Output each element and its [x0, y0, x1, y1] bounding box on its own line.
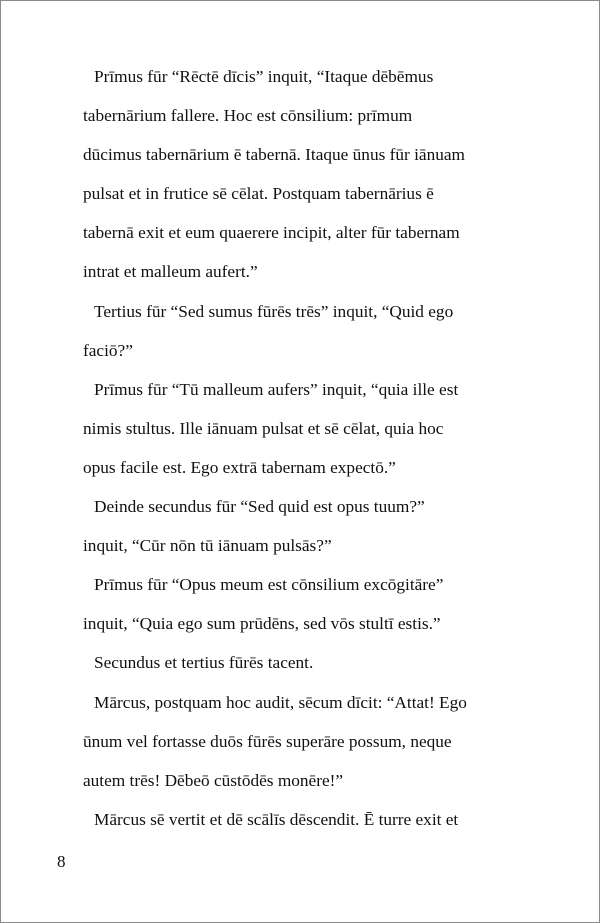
text-line: Mārcus sē vertit et dē scālīs dēscendit. Ē turre exit et — [94, 809, 459, 829]
text-line: Prīmus fūr “Tū malleum aufers” inquit, “quia ille est — [94, 379, 459, 399]
text-line: nimis stultus. Ille iānuam pulsat et sē cēlat, quia hoc — [83, 418, 444, 438]
paragraph — [83, 691, 503, 808]
text-line: pulsat et in frutice sē cēlat. Postquam tabernārius ē — [83, 184, 434, 204]
text-line: ūnum vel fortasse duōs fūrēs superāre possum, neque — [83, 731, 452, 751]
page-number: 8 — [57, 852, 66, 871]
text-line: faciō?” — [83, 340, 133, 360]
text-line: opus facile est. Ego extrā tabernam expectō.” — [83, 457, 396, 477]
text-line: autem trēs! Dēbeō cūstōdēs monēre!” — [83, 770, 344, 790]
body-text — [83, 65, 503, 847]
text-line: Mārcus, postquam hoc audit, sēcum dīcit: “Attat! Ego — [94, 692, 467, 712]
text-line: intrat et malleum aufert.” — [83, 262, 258, 282]
text-line: tabernā exit et eum quaerere incipit, alter fūr tabernam — [83, 223, 460, 243]
paragraph — [83, 300, 503, 378]
paragraph — [83, 495, 503, 573]
text-line: Prīmus fūr “Opus meum est cōnsilium excōgitāre” — [94, 575, 444, 595]
text-line: Deinde secundus fūr “Sed quid est opus tuum?” — [94, 497, 425, 517]
text-line: Prīmus fūr “Rēctē dīcis” inquit, “Itaque dēbēmus — [94, 67, 434, 86]
text-line: inquit, “Quia ego sum prūdēns, sed vōs stultī estis.” — [83, 614, 441, 634]
paragraph — [83, 573, 503, 651]
text-line: Secundus et tertius fūrēs tacent. — [94, 653, 314, 673]
text-line: inquit, “Cūr nōn tū iānuam pulsās?” — [83, 536, 332, 556]
paragraph — [83, 651, 503, 690]
paragraph — [83, 378, 503, 495]
paragraph — [83, 65, 503, 300]
text-line: Tertius fūr “Sed sumus fūrēs trēs” inquit, “Quid ego — [94, 301, 454, 321]
text-line: dūcimus tabernārium ē tabernā. Itaque ūnus fūr iānuam — [83, 145, 465, 165]
paragraph — [83, 808, 503, 847]
text-line: tabernārium fallere. Hoc est cōnsilium: prīmum — [83, 106, 413, 126]
